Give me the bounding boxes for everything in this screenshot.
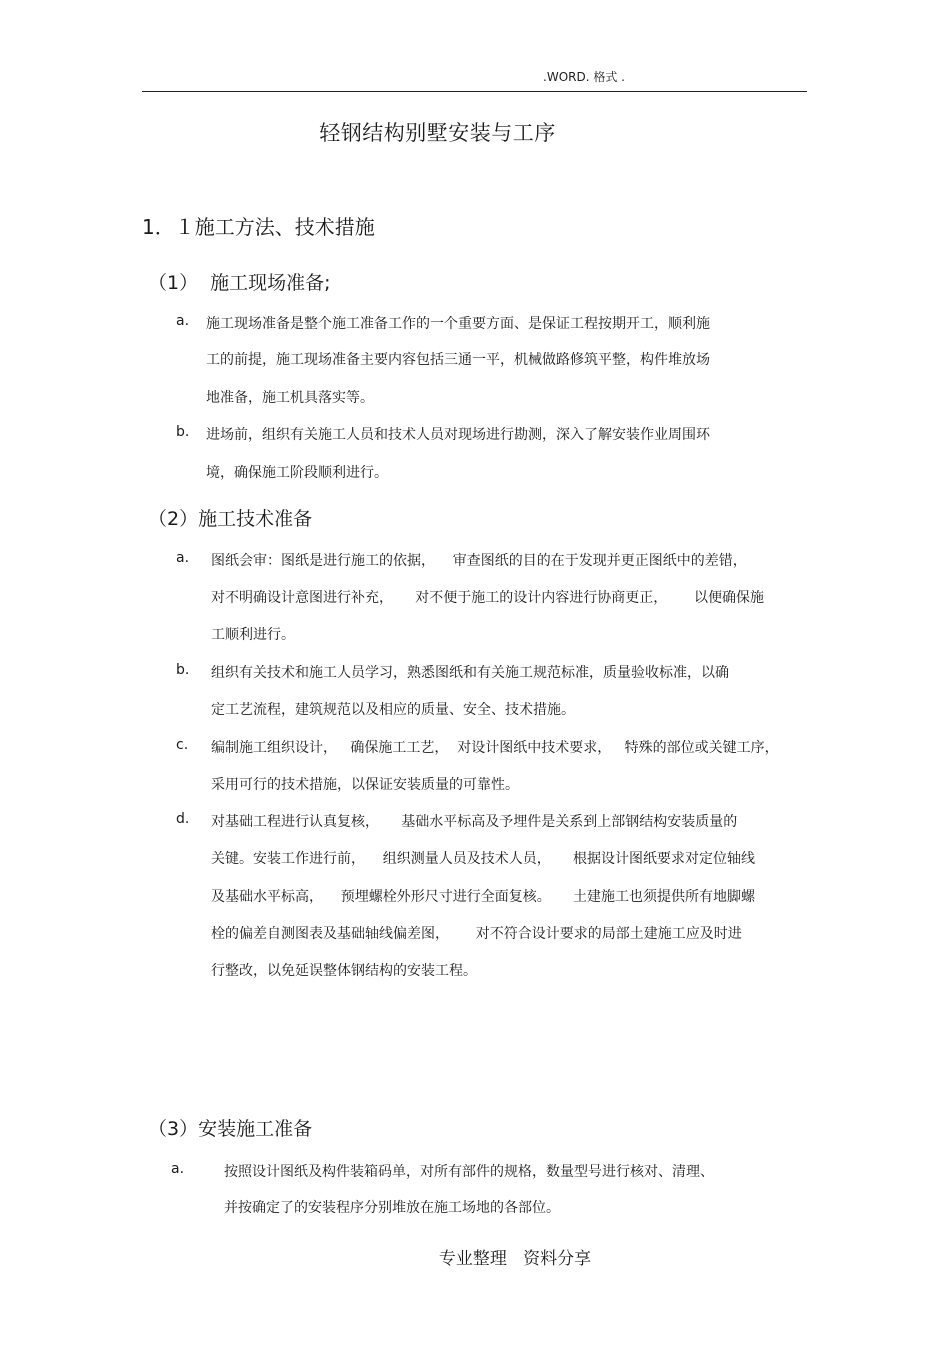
item-line: 对基础工程进行认真复核， 基础水平标高及予埋件是关系到上部钢结构安装质量的 xyxy=(211,814,738,830)
item-line: 图纸会审：图纸是进行施工的依据， 审查图纸的目的在于发现并更正图纸中的差错， xyxy=(211,553,747,569)
item-marker: a. xyxy=(176,313,190,329)
subheading-site-preparation: （1） 施工现场准备; xyxy=(148,272,331,294)
item-line: 境，确保施工阶段顺利进行。 xyxy=(206,465,388,481)
subheading-technical-preparation: （2）施工技术准备 xyxy=(148,508,313,530)
item-line: 地准备，施工机具落实等。 xyxy=(206,390,374,406)
item-line: 按照设计图纸及构件装箱码单，对所有部件的规格，数量型号进行核对、清理、 xyxy=(224,1164,714,1180)
item-line: 并按确定了的安装程序分别堆放在施工场地的各部位。 xyxy=(224,1200,560,1216)
item-marker: a. xyxy=(171,1161,185,1177)
item-marker: a. xyxy=(176,550,190,566)
item-line: 进场前，组织有关施工人员和技术人员对现场进行勘测，深入了解安装作业周围环 xyxy=(206,427,710,443)
item-line: 工顺利进行。 xyxy=(211,627,295,643)
item-line: 对不明确设计意图进行补充， 对不便于施工的设计内容进行协商更正， 以便确保施 xyxy=(211,590,764,606)
item-marker: b. xyxy=(176,662,190,678)
page-header: .WORD. 格式 . xyxy=(543,70,625,84)
item-line: 工的前提，施工现场准备主要内容包括三通一平，机械做路修筑平整，构件堆放场 xyxy=(206,352,710,368)
item-line: 采用可行的技术措施，以保证安装质量的可靠性。 xyxy=(211,777,519,793)
item-marker: c. xyxy=(176,737,189,753)
item-line: 行整改，以免延误整体钢结构的安装工程。 xyxy=(211,963,477,979)
item-line: 定工艺流程，建筑规范以及相应的质量、安全、技术措施。 xyxy=(211,702,575,718)
item-line: 施工现场准备是整个施工准备工作的一个重要方面、是保证工程按期开工，顺利施 xyxy=(206,316,710,332)
item-line: 编制施工组织设计， 确保施工工艺， 对设计图纸中技术要求， 特殊的部位或关键工序， xyxy=(211,740,779,756)
document-title: 轻钢结构别墅安装与工序 xyxy=(319,121,556,145)
item-marker: d. xyxy=(176,811,190,827)
subheading-installation-preparation: （3）安装施工准备 xyxy=(148,1118,313,1140)
header-rule xyxy=(142,91,807,92)
item-marker: b. xyxy=(176,424,190,440)
item-line: 关键。安装工作进行前， 组织测量人员及技术人员， 根据设计图纸要求对定位轴线 xyxy=(211,851,756,867)
section-heading: 1．１施工方法、技术措施 xyxy=(142,215,375,239)
item-line: 组织有关技术和施工人员学习，熟悉图纸和有关施工规范标准，质量验收标准，以确 xyxy=(211,665,729,681)
item-line: 及基础水平标高， 预埋螺栓外形尺寸进行全面复核。 土建施工也须提供所有地脚螺 xyxy=(211,889,756,905)
page-footer: 专业整理 资料分享 xyxy=(438,1249,592,1269)
item-line: 栓的偏差自测图表及基础轴线偏差图， 对不符合设计要求的局部土建施工应及时进 xyxy=(211,926,742,942)
